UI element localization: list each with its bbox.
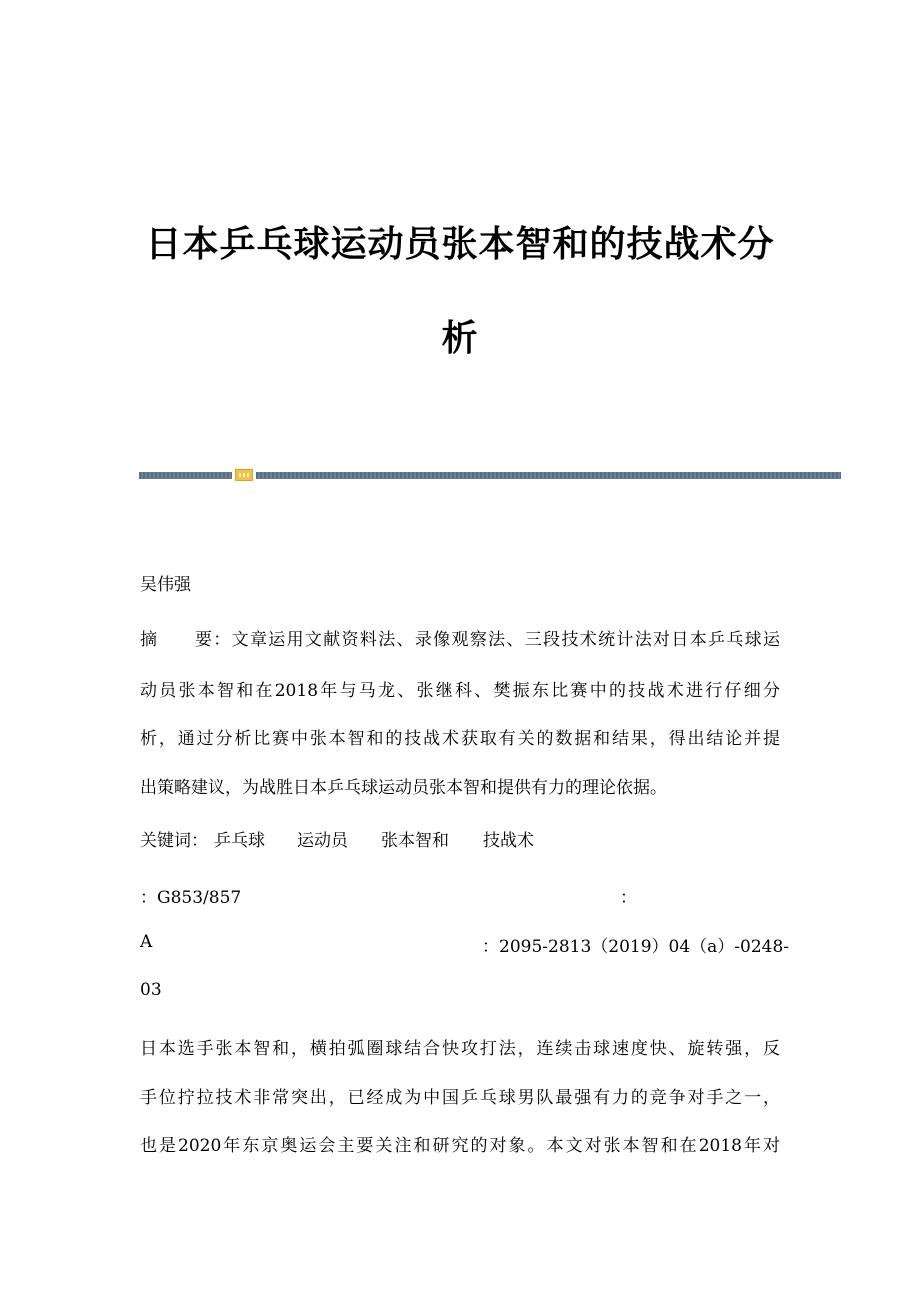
body-line: 手位拧拉技术非常突出，已经成为中国乒乓球男队最强有力的竞争对手之一， [140,1088,780,1108]
author-name: 吴伟强 [140,575,191,595]
document-code: A [140,932,153,952]
document-title-line-2: 析 [441,318,479,359]
article-id-continued: 03 [140,980,162,1000]
document-code-label: ： [620,888,637,908]
article-id: ：2095-2813（2019）04（a）-0248- [482,937,790,957]
keyword-item: 乒乓球 [214,831,265,851]
document-title-line-1: 日本乒乓球运动员张本智和的技战术分 [145,224,775,265]
keyword-item: 技战术 [483,831,534,851]
abstract-line: 出策略建议，为战胜日本乒乓球运动员张本智和提供有力的理论依据。 [140,778,667,798]
keyword-item: 张本智和 [381,831,449,851]
decorative-divider [139,469,841,481]
body-line: 日本选手张本智和，横拍弧圈球结合快攻打法，连续击球速度快、旋转强，反 [140,1039,780,1059]
abstract-line: 析，通过分析比赛中张本智和的技战术获取有关的数据和结果，得出结论并提 [140,729,780,749]
divider-bar-right [256,472,841,479]
body-line: 也是2020年东京奥运会主要关注和研究的对象。本文对张本智和在2018年对 [140,1136,780,1156]
abstract-line: 摘 要：文章运用文献资料法、录像观察法、三段技术统计法对日本乒乓球运 [140,630,780,650]
keywords-label: 关键词： [140,831,208,851]
keyword-item: 运动员 [297,831,348,851]
divider-bar-left [139,472,232,479]
abstract-line: 动员张本智和在2018年与马龙、张继科、樊振东比赛中的技战术进行仔细分 [140,681,780,701]
divider-ornament-icon [235,469,253,481]
clc-number: ：G853/857 [140,888,242,908]
